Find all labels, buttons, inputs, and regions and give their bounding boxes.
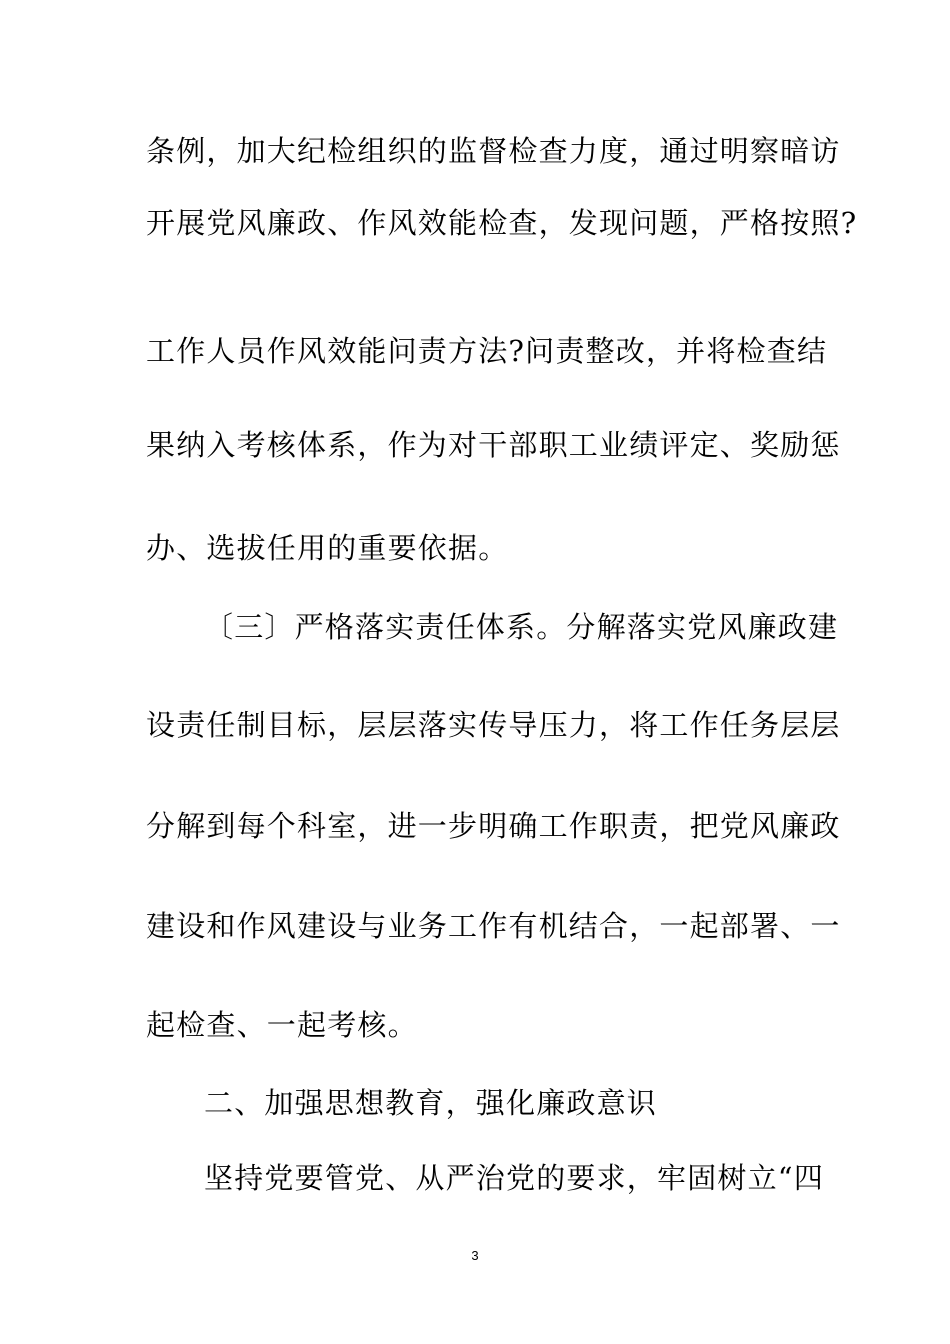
section-heading: 二、加强思想教育，强化廉政意识 (204, 1086, 658, 1120)
page-number: 3 (471, 1248, 479, 1263)
paragraph-line: 条例，加大纪检组织的监督检查力度，通过明察暗访 (146, 134, 841, 168)
paragraph-line: 坚持党要管党、从严治党的要求，牢固树立“四 (204, 1161, 825, 1195)
paragraph-line: 工作人员作风效能问责方法?问责整改，并将检查结 (146, 334, 828, 368)
paragraph-line: 果纳入考核体系，作为对干部职工业绩评定、奖励惩 (146, 428, 841, 462)
paragraph-line: 办、选拔任用的重要依据。 (146, 531, 509, 565)
paragraph-line: 分解到每个科室，进一步明确工作职责，把党风廉政 (146, 809, 841, 843)
paragraph-line: 建设和作风建设与业务工作有机结合，一起部署、一 (146, 909, 841, 943)
paragraph-line: 起检查、一起考核。 (146, 1008, 418, 1042)
paragraph-line: 设责任制目标，层层落实传导压力，将工作任务层层 (146, 708, 841, 742)
paragraph-line: 开展党风廉政、作风效能检查，发现问题，严格按照? (146, 206, 858, 240)
section-heading-line: 〔三〕严格落实责任体系。分解落实党风廉政建 (204, 610, 839, 644)
